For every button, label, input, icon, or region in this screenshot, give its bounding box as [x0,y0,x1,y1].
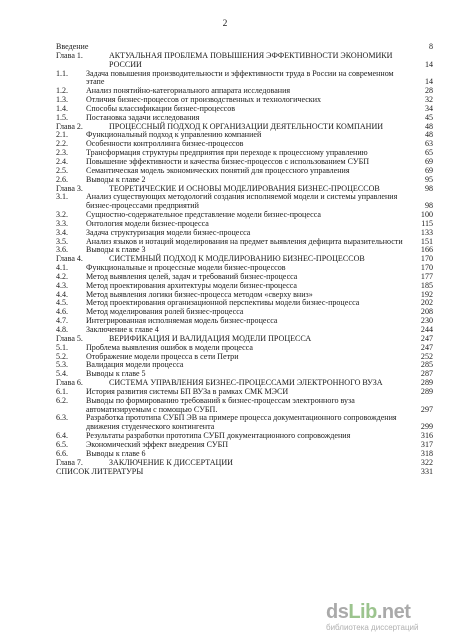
toc-entry-number: 3.6. [56,245,69,255]
toc-entry-number: 1.5. [56,112,69,122]
toc-entry-title: Экономический эффект внедрения СУБП [86,439,229,449]
toc-entry-page: 133 [420,227,433,237]
toc-entry-page: 208 [420,307,433,317]
toc-entry-number: 4.3. [56,280,69,290]
toc-entry-page: 289 [420,386,433,396]
toc-entry-page: 14 [424,59,433,69]
toc-entry-page: 247 [420,333,433,343]
toc-entry-number: 5.4. [56,369,69,379]
toc-entry-page: 45 [424,112,433,122]
toc-entry-title: Повышение эффективности и качества бизнес-процессов с использованием СУБП [86,156,370,166]
toc-section-row [56,414,433,432]
toc-entry-title: Сущностно-содержательное представление модели бизнес-процесса [86,210,321,220]
toc-entry-number: 3.2. [56,210,69,220]
toc-entry-title: Разработка прототипа СУБП ЭВ на примере процесса документационного сопровождения движения студенческого контингента [86,413,397,432]
toc-entry-title: Интегрированная исполняемая модель бизнес-процесса [86,316,278,326]
toc-entry-number: 2.2. [56,139,69,149]
toc-entry-title: Постановка задачи исследования [86,112,200,122]
toc-entry-page: 98 [424,201,433,211]
toc-entry-page: 285 [420,360,433,370]
toc-entry-number: 4.8. [56,325,69,334]
toc-entry-page: 331 [420,466,433,476]
toc-entry-page: 230 [420,316,433,326]
toc-entry-number: 4.7. [56,316,69,326]
toc-entry-title: Метод выявления логики бизнес-процесса методом «сверху вниз» [86,289,313,299]
toc-entry-title: Функциональные и процессные модели бизнес-процессов [86,263,286,273]
toc-section-row [56,397,433,415]
toc-entry-title: СИСТЕМА УПРАВЛЕНИЯ БИЗНЕС-ПРОЦЕССАМИ ЭЛЕКТРОННОГО ВУЗА [109,378,383,388]
toc-entry-title: Выводы к главе 3 [86,245,146,255]
toc-entry-page: 247 [420,342,433,352]
toc-entry-number: 2.3. [56,148,69,158]
toc-entry-page: 32 [424,95,433,105]
watermark-net: .net [376,601,411,623]
toc-entry-page: 98 [424,183,433,193]
toc-entry-number: Глава 6. [56,378,83,388]
toc-entry-title: История развития системы БП ВУЗа в рамках СМК МЭСИ [86,386,289,396]
toc-entry-number: 1.3. [56,95,69,105]
toc-entry-number: 6.4. [56,431,69,441]
toc-entry-number: 5.1. [56,342,69,352]
toc-entry-title: Функциональный подход к управлению компанией [86,130,262,140]
toc-entry-title: Онтология модели бизнес-процесса [86,218,209,228]
toc-entry-number: 3.4. [56,227,69,237]
watermark-logo [326,601,444,633]
toc-entry-title: ПРОЦЕССНЫЙ ПОДХОД К ОРГАНИЗАЦИИ ДЕЯТЕЛЬНОСТИ КОМПАНИИ [109,121,384,131]
toc-entry-number: Глава 3. [56,183,83,193]
toc-entry-number: 1.2. [56,86,69,96]
toc-entry-title: АКТУАЛЬНАЯ ПРОБЛЕМА ПОВЫШЕНИЯ ЭФФЕКТИВНОСТИ ЭКОНОМИКИ РОССИИ [109,50,393,69]
toc-entry-page: 48 [424,121,433,131]
toc-entry-page: 28 [424,86,433,96]
toc-entry-page: 185 [420,280,433,290]
toc-entry-page: 100 [420,210,433,220]
toc-entry-page: 115 [421,218,433,228]
toc-entry-number: 6.1. [56,386,69,396]
toc-entry-title: Проблема выявления ошибок в модели процесса [86,342,253,352]
toc-entry-number: 3.3. [56,218,69,228]
toc-chapter-row [56,52,433,70]
toc-entry-page: 316 [420,431,433,441]
toc-entry-title: Способы классификации бизнес-процессов [86,103,236,113]
toc-entry-title: Выводы к главе 6 [86,448,146,458]
toc-entry-page: 252 [420,351,433,361]
toc-entry-number: 6.6. [56,448,69,458]
toc-entry-number: 4.1. [56,263,69,273]
toc-entry-title: Выводы к главе 5 [86,369,146,379]
table-of-contents [56,43,433,476]
toc-entry-title: СПИСОК ЛИТЕРАТУРЫ [56,466,144,476]
toc-heading-row [56,468,433,477]
toc-entry-title: Результаты разработки прототипа СУБП документационного сопровождения [86,431,351,441]
toc-section-row [56,193,433,211]
toc-entry-title: Валидация модели процесса [86,360,184,370]
toc-entry-title: Задача структуризация модели бизнес-процесса [86,227,251,237]
toc-entry-page: 65 [424,148,433,158]
toc-entry-page: 34 [424,103,433,113]
toc-entry-title: Анализ языков и нотаций моделирования на предмет выявления дефицита выразительности [86,236,403,246]
toc-entry-number: 6.5. [56,439,69,449]
toc-entry-page: 202 [420,298,433,308]
watermark-lib: Lib [348,601,377,623]
toc-entry-title: ВЕРИФИКАЦИЯ И ВАЛИДАЦИЯ МОДЕЛИ ПРОЦЕССА [109,333,312,343]
toc-entry-title: Заключение к главе 4 [86,325,159,334]
toc-entry-number: 6.2. [56,395,69,405]
toc-entry-number: 5.2. [56,351,69,361]
toc-entry-page: 151 [420,236,433,246]
toc-entry-number: Глава 7. [56,457,83,467]
toc-entry-number: 2.6. [56,174,69,184]
toc-entry-page: 8 [428,42,433,51]
toc-entry-page: 69 [424,165,433,175]
toc-entry-title: Выводы по формированию требований к бизнес-процессам электронного вуза автоматизируемым с помощью СУБП. [86,395,355,414]
page-number: 2 [222,19,228,29]
toc-entry-title: Метод проектирования архитектуры модели бизнес-процесса [86,280,297,290]
toc-entry-page: 166 [420,245,433,255]
toc-entry-page: 177 [420,271,433,281]
toc-entry-page: 69 [424,156,433,166]
toc-entry-page: 48 [424,130,433,140]
toc-entry-number: 3.5. [56,236,69,246]
toc-entry-number: Глава 2. [56,121,83,131]
toc-entry-number: Глава 1. [56,50,83,60]
toc-entry-number: 2.4. [56,156,69,166]
toc-entry-page: 317 [420,439,433,449]
toc-entry-page: 289 [420,378,433,388]
toc-entry-number: 4.6. [56,307,69,317]
toc-entry-title: ЗАКЛЮЧЕНИЕ К ДИССЕРТАЦИИ [109,457,233,467]
toc-entry-page: 318 [420,448,433,458]
toc-entry-page: 322 [420,457,433,467]
toc-entry-page: 287 [420,369,433,379]
toc-entry-number: 4.4. [56,289,69,299]
toc-entry-title: Метод проектирования организационной перспективы модели бизнес-процесса [86,298,360,308]
toc-entry-page: 299 [420,422,433,432]
toc-entry-title: Трансформация структуры предприятия при переходе к процессному управлению [86,148,368,158]
toc-entry-number: 1.1. [56,68,69,78]
watermark-ds: ds [326,601,349,623]
toc-entry-title: Особенности контроллинга бизнес-процессов [86,139,244,149]
toc-entry-page: 192 [420,289,433,299]
watermark-tagline: библиотека диссертаций [326,623,419,632]
toc-entry-title: Введение [56,42,89,51]
toc-entry-title: Семантическая модель экономических понятий для процессного управления [86,165,350,175]
toc-entry-title: Анализ понятийно-категориального аппарата исследования [86,86,291,96]
toc-section-row [56,70,433,88]
toc-entry-title: Отображение модели процесса в сети Петри [86,351,239,361]
toc-entry-number: 5.3. [56,360,69,370]
toc-entry-number: 1.4. [56,103,69,113]
toc-entry-page: 14 [424,77,433,87]
watermark-wordmark [326,601,410,624]
toc-entry-title: Задача повышения производительности и эффективности труда в России на современном этапе [86,68,394,87]
toc-entry-page: 170 [420,254,433,264]
toc-entry-number: 2.1. [56,130,69,140]
toc-entry-title: Метод моделирования ролей бизнес-процесса [86,307,244,317]
toc-entry-title: Отличия бизнес-процессов от производственных и технологических [86,95,322,105]
toc-entry-title: Выводы к главе 2 [86,174,146,184]
toc-entry-title: Метод выявления целей, задач и требований бизнес-процесса [86,271,298,281]
toc-entry-title: ТЕОРЕТИЧЕСКИЕ И ОСНОВЫ МОДЕЛИРОВАНИЯ БИЗНЕС-ПРОЦЕССОВ [109,183,380,193]
toc-entry-number: Глава 5. [56,333,83,343]
toc-entry-number: 2.5. [56,165,69,175]
toc-entry-page: 297 [420,404,433,414]
toc-entry-page: 95 [424,174,433,184]
toc-entry-page: 244 [420,325,433,334]
toc-entry-page: 63 [424,139,433,149]
toc-entry-number: 4.5. [56,298,69,308]
toc-entry-number: 4.2. [56,271,69,281]
toc-entry-number: 6.3. [56,413,69,423]
toc-entry-page: 170 [420,263,433,273]
toc-entry-title: Анализ существующих методологий создания исполняемой модели и системы управления бизнес-процессами предприятий [86,192,398,211]
toc-entry-title: СИСТЕМНЫЙ ПОДХОД К МОДЕЛИРОВАНИЮ БИЗНЕС-ПРОЦЕССОВ [109,254,365,264]
toc-entry-number: 3.1. [56,192,69,202]
toc-entry-number: Глава 4. [56,254,83,264]
